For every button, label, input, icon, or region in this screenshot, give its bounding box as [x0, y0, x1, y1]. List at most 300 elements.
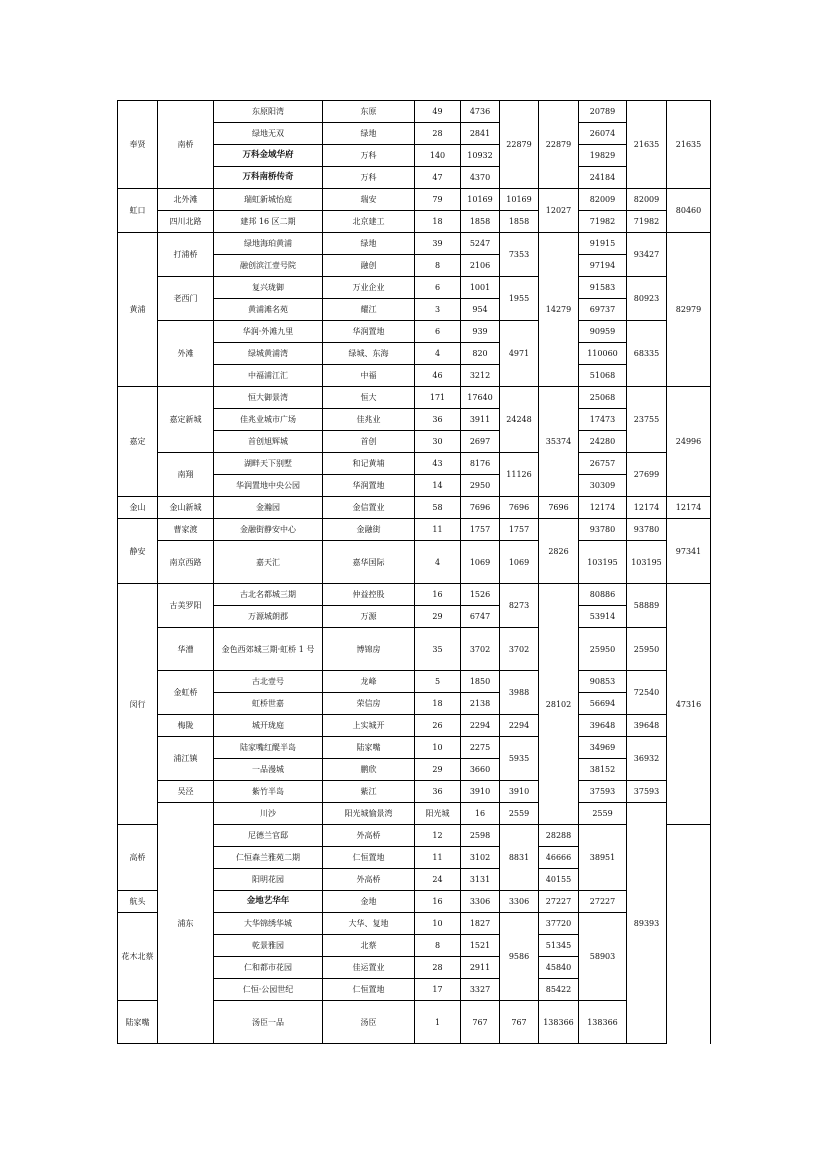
- table-cell: 乾景雅园: [214, 935, 323, 957]
- table-cell: 20789: [579, 101, 627, 123]
- table-row: [118, 803, 711, 825]
- table-cell: 虹桥世嘉: [214, 693, 323, 715]
- table-cell: 37720: [539, 913, 579, 935]
- table-cell: 3212: [461, 365, 500, 387]
- table-cell: 尼德兰官邸: [214, 825, 323, 847]
- table-cell: 11: [415, 847, 461, 869]
- table-cell: 阳光城: [415, 803, 461, 825]
- table-cell: 1858: [500, 211, 539, 233]
- table-cell: 71982: [579, 211, 627, 233]
- table-cell: 南桥: [158, 101, 214, 189]
- table-cell: 打浦桥: [158, 233, 214, 277]
- table-cell: 2598: [461, 825, 500, 847]
- table-cell: 40155: [539, 869, 579, 891]
- table-cell: 古北壹号: [214, 671, 323, 693]
- table-cell: 16: [461, 803, 500, 825]
- table-cell: 华润置地中央公园: [214, 475, 323, 497]
- table-cell: 北京建工: [323, 211, 415, 233]
- table-cell: 2294: [461, 715, 500, 737]
- table-cell: 1757: [500, 519, 539, 541]
- table-cell: 89393: [627, 803, 667, 1044]
- table-cell: 93427: [627, 233, 667, 277]
- table-cell: 鹏欣: [323, 759, 415, 781]
- table-cell: 6747: [461, 606, 500, 628]
- table-cell: 金山: [118, 497, 158, 519]
- table-cell: 12174: [579, 497, 627, 519]
- table-cell: 瑞虹新城怡庭: [214, 189, 323, 211]
- table-cell: 46666: [539, 847, 579, 869]
- table-cell: 82009: [579, 189, 627, 211]
- table-cell: 7696: [500, 497, 539, 519]
- table-cell: 3988: [500, 671, 539, 715]
- table-cell: 3911: [461, 409, 500, 431]
- table-cell: 绿城黄浦湾: [214, 343, 323, 365]
- table-cell: 7353: [500, 233, 539, 277]
- table-cell: 建邦 16 区二期: [214, 211, 323, 233]
- table-cell: 5: [415, 671, 461, 693]
- table-cell: 51345: [539, 935, 579, 957]
- table-cell: 东原阳湾: [214, 101, 323, 123]
- data-table: [117, 100, 711, 1044]
- table-cell: 53914: [579, 606, 627, 628]
- table-cell: 10169: [461, 189, 500, 211]
- table-cell: 佳运置业: [323, 957, 415, 979]
- table-cell: 恒大御景湾: [214, 387, 323, 409]
- table-cell: 博锦房: [323, 628, 415, 671]
- table-cell: 35374: [539, 387, 579, 497]
- table-cell: 仁恒置地: [323, 847, 415, 869]
- table-cell: 万业企业: [323, 277, 415, 299]
- table-cell: 绿地: [323, 233, 415, 255]
- table-cell: 10169: [500, 189, 539, 211]
- table-cell: 27227: [539, 891, 579, 913]
- table-cell: 30: [415, 431, 461, 453]
- table-cell: 820: [461, 343, 500, 365]
- table-cell: 花木北蔡: [118, 913, 158, 1001]
- table-cell: 1001: [461, 277, 500, 299]
- table-cell: 南翔: [158, 453, 214, 497]
- table-cell: 28288: [539, 825, 579, 847]
- table-cell: 26: [415, 715, 461, 737]
- table-cell: 四川北路: [158, 211, 214, 233]
- table-cell: 4: [415, 541, 461, 584]
- table-cell: 2559: [579, 803, 627, 825]
- table-cell: 36: [415, 409, 461, 431]
- table-cell: 22879: [500, 101, 539, 189]
- table-cell: 融创: [323, 255, 415, 277]
- table-cell: 14279: [539, 233, 579, 387]
- table-cell: 58889: [627, 584, 667, 628]
- table-cell: 90853: [579, 671, 627, 693]
- table-cell: 2559: [500, 803, 539, 825]
- table-cell: 绿城、东海: [323, 343, 415, 365]
- table-cell: 8: [415, 255, 461, 277]
- table-cell: 29: [415, 759, 461, 781]
- table-cell: 2275: [461, 737, 500, 759]
- table-cell: 首创: [323, 431, 415, 453]
- table-cell: 奉贤: [118, 101, 158, 189]
- table-cell: 16: [415, 584, 461, 606]
- table-row: [118, 277, 711, 299]
- table-cell: 4736: [461, 101, 500, 123]
- table-cell: 融创滨江壹号院: [214, 255, 323, 277]
- table-cell: 2826: [539, 519, 579, 584]
- table-cell: 8273: [500, 584, 539, 628]
- table-row: [118, 387, 711, 409]
- table-cell: 27699: [627, 453, 667, 497]
- table-cell: 金融街静安中心: [214, 519, 323, 541]
- table-cell: 24184: [579, 167, 627, 189]
- table-cell: 34969: [579, 737, 627, 759]
- table-cell: 8: [415, 935, 461, 957]
- table-cell: 17: [415, 979, 461, 1001]
- table-cell: 21635: [627, 101, 667, 189]
- table-cell: 金山新城: [158, 497, 214, 519]
- table-cell: 30309: [579, 475, 627, 497]
- table-cell: 28: [415, 123, 461, 145]
- data-table-container: [117, 100, 710, 1044]
- table-cell: 97194: [579, 255, 627, 277]
- table-cell: 2106: [461, 255, 500, 277]
- table-cell: 7696: [539, 497, 579, 519]
- table-cell: 82979: [667, 233, 711, 387]
- table-cell: 静安: [118, 519, 158, 584]
- table-cell: 绿地: [323, 123, 415, 145]
- table-cell: 黄浦: [118, 233, 158, 387]
- table-cell: 仁恒森兰雅苑二期: [214, 847, 323, 869]
- table-cell: 3910: [500, 781, 539, 803]
- table-cell: 4370: [461, 167, 500, 189]
- table-cell: 767: [500, 1001, 539, 1044]
- table-cell: 嘉天汇: [214, 541, 323, 584]
- table-cell: 龙峰: [323, 671, 415, 693]
- table-cell: 12: [415, 825, 461, 847]
- table-cell: 绿地海珀黄浦: [214, 233, 323, 255]
- table-cell: 56694: [579, 693, 627, 715]
- table-cell: 华润·外滩九里: [214, 321, 323, 343]
- table-cell: 汤臣: [323, 1001, 415, 1044]
- table-cell: 浦东: [158, 803, 214, 1044]
- table-cell: 湖畔天下别墅: [214, 453, 323, 475]
- table-cell: 上实城开: [323, 715, 415, 737]
- table-cell: 4971: [500, 321, 539, 387]
- table-cell: 1069: [461, 541, 500, 584]
- table-cell: 91915: [579, 233, 627, 255]
- table-cell: 首创旭辉城: [214, 431, 323, 453]
- table-cell: 1526: [461, 584, 500, 606]
- table-cell: 古北名都城三期: [214, 584, 323, 606]
- table-cell: 中福浦江汇: [214, 365, 323, 387]
- table-cell: 嘉华国际: [323, 541, 415, 584]
- table-cell: 28102: [539, 584, 579, 825]
- table-cell: 11126: [500, 453, 539, 497]
- table-cell: 82009: [627, 189, 667, 211]
- table-cell: 华漕: [158, 628, 214, 671]
- table-cell: 曹家渡: [158, 519, 214, 541]
- table-row: [118, 189, 711, 211]
- table-cell: 仲益控股: [323, 584, 415, 606]
- table-row: [118, 737, 711, 759]
- table-cell: 12174: [627, 497, 667, 519]
- table-cell: 28: [415, 957, 461, 979]
- table-cell: 城开珑庭: [214, 715, 323, 737]
- table-cell: 嘉定: [118, 387, 158, 497]
- table-cell: 虹口: [118, 189, 158, 233]
- table-cell: 27227: [579, 891, 627, 913]
- table-cell: 紫竹半岛: [214, 781, 323, 803]
- table-cell: 金虹桥: [158, 671, 214, 715]
- table-cell: 39648: [627, 715, 667, 737]
- table-cell: 阳光城愉景湾: [323, 803, 415, 825]
- table-cell: 85422: [539, 979, 579, 1001]
- table-cell: 110060: [579, 343, 627, 365]
- table-cell: 21635: [667, 101, 711, 189]
- table-cell: 老西门: [158, 277, 214, 321]
- table-row: [118, 628, 711, 671]
- table-cell: 25068: [579, 387, 627, 409]
- table-cell: 23755: [627, 387, 667, 453]
- table-cell: 浦江镇: [158, 737, 214, 781]
- table-cell: 80923: [627, 277, 667, 321]
- table-cell: 58: [415, 497, 461, 519]
- table-cell: 90959: [579, 321, 627, 343]
- table-cell: 3131: [461, 869, 500, 891]
- table-cell: 北外滩: [158, 189, 214, 211]
- table-cell: 39648: [579, 715, 627, 737]
- table-cell: 3102: [461, 847, 500, 869]
- table-cell: 5247: [461, 233, 500, 255]
- table-row: [118, 519, 711, 541]
- table-cell: 瑞安: [323, 189, 415, 211]
- table-cell: 外滩: [158, 321, 214, 387]
- table-cell: 东原: [323, 101, 415, 123]
- table-cell: 8831: [500, 825, 539, 891]
- table-cell: 5935: [500, 737, 539, 781]
- table-cell: 45840: [539, 957, 579, 979]
- table-cell: 3: [415, 299, 461, 321]
- table-cell: 22879: [539, 101, 579, 189]
- table-cell: 绿地无双: [214, 123, 323, 145]
- table-cell: 72540: [627, 671, 667, 715]
- table-cell: 7696: [461, 497, 500, 519]
- table-cell: 1850: [461, 671, 500, 693]
- table-cell: 荣信房: [323, 693, 415, 715]
- table-cell: 6: [415, 321, 461, 343]
- table-cell: 10: [415, 737, 461, 759]
- table-cell: 华润置地: [323, 321, 415, 343]
- table-cell: 紫江: [323, 781, 415, 803]
- table-cell: 万科: [323, 167, 415, 189]
- table-cell: 19829: [579, 145, 627, 167]
- table-cell: 金信置业: [323, 497, 415, 519]
- table-cell: 佳兆业: [323, 409, 415, 431]
- table-cell: 嘉定新城: [158, 387, 214, 453]
- table-cell: 939: [461, 321, 500, 343]
- table-cell: 外高桥: [323, 869, 415, 891]
- table-cell: 陆家嘴: [118, 1001, 158, 1044]
- table-cell: 18: [415, 693, 461, 715]
- table-cell: 和记黄埔: [323, 453, 415, 475]
- table-cell: 37593: [627, 781, 667, 803]
- table-cell: 24280: [579, 431, 627, 453]
- table-cell: 79: [415, 189, 461, 211]
- table-cell: 37593: [579, 781, 627, 803]
- table-cell: 103195: [627, 541, 667, 584]
- table-cell: 航头: [118, 891, 158, 913]
- table-cell: 1827: [461, 913, 500, 935]
- table-cell: 恒大: [323, 387, 415, 409]
- table-cell: 2841: [461, 123, 500, 145]
- table-body: [118, 101, 711, 1044]
- table-cell: 金地艺华年: [214, 891, 323, 913]
- table-cell: 2697: [461, 431, 500, 453]
- table-cell: 高桥: [118, 825, 158, 891]
- table-row: [118, 715, 711, 737]
- table-row: [118, 541, 711, 584]
- table-row: [118, 453, 711, 475]
- table-cell: 佳兆业城市广场: [214, 409, 323, 431]
- table-cell: 38951: [579, 825, 627, 891]
- table-row: [118, 781, 711, 803]
- table-cell: 11: [415, 519, 461, 541]
- table-cell: 51068: [579, 365, 627, 387]
- table-cell: 金瀚园: [214, 497, 323, 519]
- table-cell: 1757: [461, 519, 500, 541]
- table-row: [118, 584, 711, 606]
- table-cell: 2294: [500, 715, 539, 737]
- table-cell: 25950: [627, 628, 667, 671]
- table-cell: 1: [415, 1001, 461, 1044]
- table-row: [118, 671, 711, 693]
- table-cell: 6: [415, 277, 461, 299]
- table-cell: 3702: [500, 628, 539, 671]
- table-cell: 26757: [579, 453, 627, 475]
- table-cell: 1521: [461, 935, 500, 957]
- table-cell: 36: [415, 781, 461, 803]
- table-cell: 24: [415, 869, 461, 891]
- table-cell: 10: [415, 913, 461, 935]
- table-cell: 140: [415, 145, 461, 167]
- table-cell: 闵行: [118, 584, 158, 825]
- table-cell: 中福: [323, 365, 415, 387]
- table-cell: 阳明花园: [214, 869, 323, 891]
- table-cell: 12027: [539, 189, 579, 233]
- table-cell: 29: [415, 606, 461, 628]
- table-cell: 954: [461, 299, 500, 321]
- table-cell: 25950: [579, 628, 627, 671]
- table-cell: 2911: [461, 957, 500, 979]
- table-cell: 一品漫城: [214, 759, 323, 781]
- table-cell: 103195: [579, 541, 627, 584]
- table-cell: 华润置地: [323, 475, 415, 497]
- table-cell: 93780: [579, 519, 627, 541]
- table-row: [118, 321, 711, 343]
- table-cell: 万源城朗郡: [214, 606, 323, 628]
- table-cell: 24248: [500, 387, 539, 453]
- table-cell: 梅陇: [158, 715, 214, 737]
- table-cell: 8176: [461, 453, 500, 475]
- table-cell: 138366: [579, 1001, 627, 1044]
- table-cell: 2950: [461, 475, 500, 497]
- table-cell: 吴泾: [158, 781, 214, 803]
- table-cell: 38152: [579, 759, 627, 781]
- table-cell: 陆家嘴红醍半岛: [214, 737, 323, 759]
- table-cell: 58903: [579, 913, 627, 1001]
- table-cell: 14: [415, 475, 461, 497]
- table-cell: 18: [415, 211, 461, 233]
- table-cell: 北蔡: [323, 935, 415, 957]
- table-cell: 17473: [579, 409, 627, 431]
- table-cell: 47316: [667, 584, 711, 825]
- table-cell: 陆家嘴: [323, 737, 415, 759]
- table-cell: 南京西路: [158, 541, 214, 584]
- table-cell: 1858: [461, 211, 500, 233]
- table-cell: 26074: [579, 123, 627, 145]
- table-cell: 35: [415, 628, 461, 671]
- table-cell: 万科南桥传奇: [214, 167, 323, 189]
- table-cell: 80460: [667, 189, 711, 233]
- table-cell: 171: [415, 387, 461, 409]
- table-cell: 大华、复地: [323, 913, 415, 935]
- table-cell: 外高桥: [323, 825, 415, 847]
- table-cell: 47: [415, 167, 461, 189]
- table-cell: 3327: [461, 979, 500, 1001]
- table-cell: 金融街: [323, 519, 415, 541]
- table-cell: 汤臣一品: [214, 1001, 323, 1044]
- table-cell: 金色西郊城三期·虹桥 1 号: [214, 628, 323, 671]
- table-cell: 耀江: [323, 299, 415, 321]
- table-cell: 46: [415, 365, 461, 387]
- table-row: [118, 233, 711, 255]
- table-cell: 24996: [667, 387, 711, 497]
- table-cell: 80886: [579, 584, 627, 606]
- table-cell: 3702: [461, 628, 500, 671]
- table-cell: 36932: [627, 737, 667, 781]
- table-cell: 69737: [579, 299, 627, 321]
- table-cell: 10932: [461, 145, 500, 167]
- table-cell: 万科: [323, 145, 415, 167]
- table-cell: 3660: [461, 759, 500, 781]
- table-cell: 9586: [500, 913, 539, 1001]
- table-cell: 71982: [627, 211, 667, 233]
- table-cell: 97341: [667, 519, 711, 584]
- table-cell: 4: [415, 343, 461, 365]
- table-cell: 仁和都市花园: [214, 957, 323, 979]
- table-row: [118, 497, 711, 519]
- table-cell: 万科金域华府: [214, 145, 323, 167]
- table-cell: 68335: [627, 321, 667, 387]
- table-cell: 仁恒·公园世纪: [214, 979, 323, 1001]
- table-cell: 3306: [500, 891, 539, 913]
- table-cell: 金地: [323, 891, 415, 913]
- table-cell: 2138: [461, 693, 500, 715]
- table-cell: 万源: [323, 606, 415, 628]
- table-row: [118, 101, 711, 123]
- table-row: [118, 211, 711, 233]
- table-cell: 43: [415, 453, 461, 475]
- table-cell: 49: [415, 101, 461, 123]
- table-cell: 91583: [579, 277, 627, 299]
- table-cell: 黄浦滩名苑: [214, 299, 323, 321]
- table-cell: 16: [415, 891, 461, 913]
- table-cell: 767: [461, 1001, 500, 1044]
- table-cell: 138366: [539, 1001, 579, 1044]
- table-cell: 复兴珑御: [214, 277, 323, 299]
- table-cell: 古美罗阳: [158, 584, 214, 628]
- table-cell: 1955: [500, 277, 539, 321]
- table-cell: 川沙: [214, 803, 323, 825]
- table-cell: 3910: [461, 781, 500, 803]
